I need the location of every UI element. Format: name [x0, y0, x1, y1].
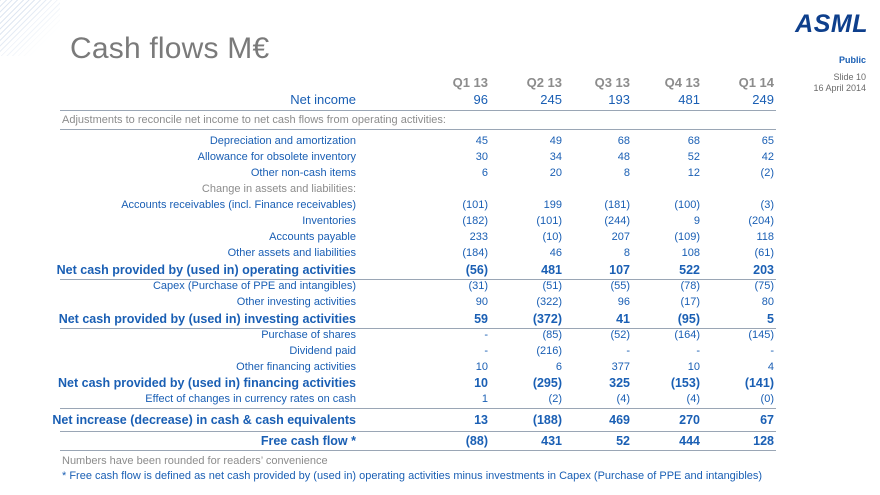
table-row	[0, 359, 790, 375]
section-label-change	[0, 181, 790, 197]
classification-label: Public	[838, 55, 866, 65]
cell: 45	[475, 135, 488, 147]
cell: (10)	[542, 231, 562, 243]
cell: 377	[611, 361, 630, 373]
cell: 96	[473, 92, 488, 107]
cell: 199	[543, 199, 562, 211]
cell: (51)	[542, 280, 562, 292]
cell: 52	[616, 434, 630, 448]
cell: 325	[609, 376, 630, 390]
cell: 68	[617, 135, 630, 147]
cell: 107	[609, 263, 630, 277]
cell: (55)	[610, 280, 630, 292]
row-label: Other non-cash items	[250, 167, 356, 179]
cell: 13	[474, 413, 488, 427]
cell: 10	[475, 361, 488, 373]
table-row-net-income	[0, 92, 790, 108]
cell: 128	[753, 434, 774, 448]
cell: (85)	[542, 329, 562, 341]
cell: 193	[608, 92, 630, 107]
table-row	[0, 133, 790, 149]
cell: (109)	[674, 231, 700, 243]
cell: 68	[687, 135, 700, 147]
asml-logo: ASML	[795, 10, 868, 38]
cell: 52	[687, 151, 700, 163]
cell: 6	[481, 167, 488, 179]
cell: (75)	[754, 280, 774, 292]
cell: 481	[541, 263, 562, 277]
cell: 249	[752, 92, 774, 107]
cell: (2)	[760, 167, 774, 179]
cell: (4)	[686, 393, 700, 405]
slide-info	[813, 72, 866, 94]
cell: 67	[760, 413, 774, 427]
cell: (188)	[532, 413, 562, 427]
cell: (2)	[548, 393, 562, 405]
cell: (31)	[468, 280, 488, 292]
row-label: Accounts payable	[269, 231, 356, 243]
row-label: Accounts receivables (incl. Finance receivables)	[121, 199, 356, 211]
divider	[60, 408, 776, 409]
cell: (78)	[680, 280, 700, 292]
cell: -	[696, 345, 700, 357]
table-row	[0, 229, 790, 245]
divider	[60, 110, 776, 111]
cell: 481	[678, 92, 700, 107]
cell: 46	[549, 247, 562, 259]
divider	[60, 431, 776, 432]
cell: 48	[617, 151, 630, 163]
table-row	[0, 343, 790, 359]
cell: (164)	[674, 329, 700, 341]
cell: (95)	[677, 312, 700, 326]
cell: 12	[687, 167, 700, 179]
cell: (88)	[465, 434, 488, 448]
cell: (372)	[532, 312, 562, 326]
cell: 20	[549, 167, 562, 179]
row-label: Allowance for obsolete inventory	[197, 151, 356, 163]
cell: 108	[681, 247, 700, 259]
cell: (101)	[462, 199, 488, 211]
cell: 5	[767, 312, 774, 326]
table-row-free-cash-flow	[0, 433, 790, 449]
table-row	[0, 327, 790, 343]
table-row	[0, 213, 790, 229]
cell: 34	[549, 151, 562, 163]
table-row-net-increase	[0, 412, 790, 428]
cell: (17)	[680, 296, 700, 308]
row-label: Inventories	[302, 215, 356, 227]
cell: 9	[693, 215, 700, 227]
row-label: Net cash provided by (used in) financing activities	[58, 376, 356, 390]
row-label: Depreciation and amortization	[209, 135, 356, 147]
row-label: Free cash flow *	[260, 434, 356, 448]
row-label: Net increase (decrease) in cash & cash equivalents	[52, 413, 356, 427]
table-row	[0, 197, 790, 213]
cell: 245	[540, 92, 562, 107]
slide-number: Slide 10	[833, 72, 866, 82]
cell: (153)	[670, 376, 700, 390]
cell: (184)	[462, 247, 488, 259]
cell: 118	[756, 231, 774, 243]
section-label: Change in assets and liabilities:	[201, 183, 356, 195]
section-label-adjustments	[0, 112, 790, 128]
corner-fade	[0, 0, 60, 56]
cell: 90	[475, 296, 488, 308]
table-row-investing-total	[0, 311, 790, 327]
cell: 233	[469, 231, 488, 243]
cell: (4)	[616, 393, 630, 405]
table-row	[0, 245, 790, 261]
row-label: Net income	[290, 92, 356, 107]
cell: 80	[761, 296, 774, 308]
section-label: Adjustments to reconcile net income to net cash flows from operating activities:	[62, 114, 446, 126]
divider	[60, 129, 776, 130]
cell: -	[484, 329, 488, 341]
cell: (56)	[465, 263, 488, 277]
table-row	[0, 391, 790, 407]
row-label: Other investing activities	[236, 296, 356, 308]
table-row-operating-total	[0, 262, 790, 278]
table-row	[0, 165, 790, 181]
column-header-q3-13: Q3 13	[594, 75, 630, 90]
cell: (216)	[536, 345, 562, 357]
footnote-rounding: Numbers have been rounded for readers’ convenience	[62, 455, 328, 467]
cell: 270	[679, 413, 700, 427]
cell: 207	[611, 231, 630, 243]
cell: 203	[753, 263, 774, 277]
row-label: Net cash provided by (used in) investing activities	[58, 312, 356, 326]
row-label: Net cash provided by (used in) operating activities	[56, 263, 356, 277]
cell: (145)	[748, 329, 774, 341]
table-header	[0, 75, 790, 91]
divider	[60, 450, 776, 451]
cell: (322)	[536, 296, 562, 308]
column-header-q1-14: Q1 14	[738, 75, 774, 90]
cell: (3)	[760, 199, 774, 211]
table-row	[0, 294, 790, 310]
cell: (244)	[604, 215, 630, 227]
cell: 42	[761, 151, 774, 163]
cell: (182)	[462, 215, 488, 227]
cell: (141)	[744, 376, 774, 390]
cell: (204)	[748, 215, 774, 227]
cell: (295)	[532, 376, 562, 390]
cell: 8	[623, 167, 630, 179]
cell: 49	[549, 135, 562, 147]
cell: 30	[475, 151, 488, 163]
column-header-q2-13: Q2 13	[526, 75, 562, 90]
column-header-q4-13: Q4 13	[664, 75, 700, 90]
cell: 444	[679, 434, 700, 448]
row-label: Other assets and liabilities	[227, 247, 356, 259]
cell: 4	[767, 361, 774, 373]
row-label: Dividend paid	[289, 345, 356, 357]
page-title: Cash flows M€	[70, 32, 270, 65]
cell: 522	[679, 263, 700, 277]
cell: (52)	[610, 329, 630, 341]
cell: 6	[555, 361, 562, 373]
cell: (101)	[536, 215, 562, 227]
row-label: Purchase of shares	[261, 329, 356, 341]
table-row	[0, 278, 790, 294]
cell: -	[770, 345, 774, 357]
cell: -	[626, 345, 630, 357]
cell: 65	[761, 135, 774, 147]
footnote-free-cash-flow: * Free cash flow is defined as net cash provided by (used in) operating activities minus investments in Capex (Purchase of PPE and intangibles)	[62, 470, 763, 482]
cell: (61)	[754, 247, 774, 259]
column-header-q1-13: Q1 13	[452, 75, 488, 90]
cell: 10	[687, 361, 700, 373]
cell: (100)	[674, 199, 700, 211]
cell: 41	[616, 312, 630, 326]
row-label: Capex (Purchase of PPE and intangibles)	[152, 280, 356, 292]
row-label: Other financing activities	[236, 361, 356, 373]
cell: (0)	[760, 393, 774, 405]
slide-date: 16 April 2014	[813, 83, 866, 93]
table-row-financing-total	[0, 375, 790, 391]
cell: 8	[623, 247, 630, 259]
cell: 1	[481, 393, 488, 405]
cell: 10	[474, 376, 488, 390]
cell: -	[484, 345, 488, 357]
table-row	[0, 149, 790, 165]
cell: 96	[617, 296, 630, 308]
row-label: Effect of changes in currency rates on cash	[145, 393, 356, 405]
cell: (181)	[604, 199, 630, 211]
cell: 59	[474, 312, 488, 326]
cell: 431	[541, 434, 562, 448]
cell: 469	[609, 413, 630, 427]
